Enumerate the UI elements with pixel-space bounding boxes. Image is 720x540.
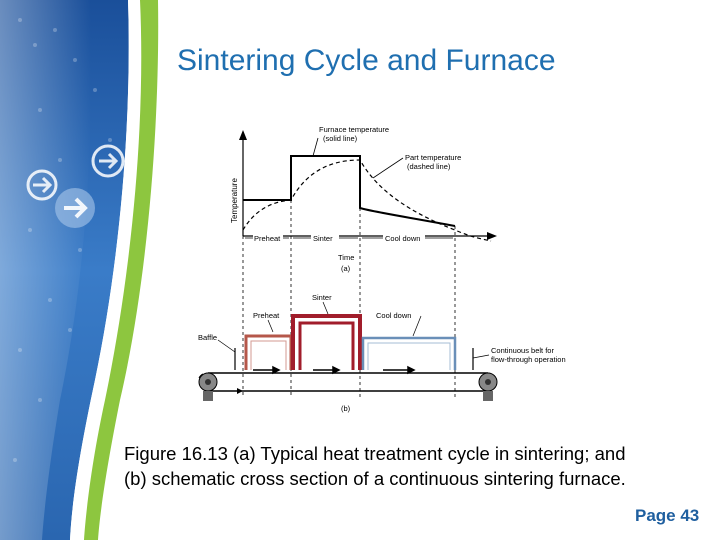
figure-a-sublabel: (a) xyxy=(341,264,351,273)
phase-cooldown-label: Cool down xyxy=(385,234,421,243)
figure-b-sublabel: (b) xyxy=(341,404,351,413)
preheat-zone-label: Preheat xyxy=(253,311,280,320)
belt-label: Continuous belt for xyxy=(491,346,554,355)
slide-title: Sintering Cycle and Furnace xyxy=(177,44,556,77)
baffle-label: Baffle xyxy=(198,333,218,342)
arrow-circle-icon xyxy=(52,185,98,231)
part-temp-sublabel: (dashed line) xyxy=(407,162,451,171)
figure-sintering-diagram xyxy=(173,108,619,418)
sinter-zone-label: Sinter xyxy=(312,293,332,302)
page-number: Page 43 xyxy=(635,506,700,525)
part-temp-label: Part temperature xyxy=(405,153,462,162)
x-axis-arrow xyxy=(487,232,497,240)
phase-sinter-label: Sinter xyxy=(313,234,333,243)
flow-arrows xyxy=(253,367,414,373)
cooldown-zone-label: Cool down xyxy=(376,311,412,320)
y-axis-label: Temperature xyxy=(230,178,239,223)
figure-caption: Figure 16.13 (a) Typical heat treatment cycle in sintering; and (b) schematic cross section of a continuous sintering furnace. xyxy=(124,443,626,489)
x-axis-label: Time xyxy=(338,253,355,262)
arrow-circle-icon xyxy=(90,143,126,179)
phase-preheat-label: Preheat xyxy=(254,234,281,243)
furnace-temp-label: Furnace temperature xyxy=(319,125,390,134)
y-axis-arrow xyxy=(239,130,247,140)
furnace-temp-sublabel: (solid line) xyxy=(323,134,358,143)
sintering-diagram xyxy=(173,108,619,418)
belt-sublabel: flow-through operation xyxy=(491,355,566,364)
